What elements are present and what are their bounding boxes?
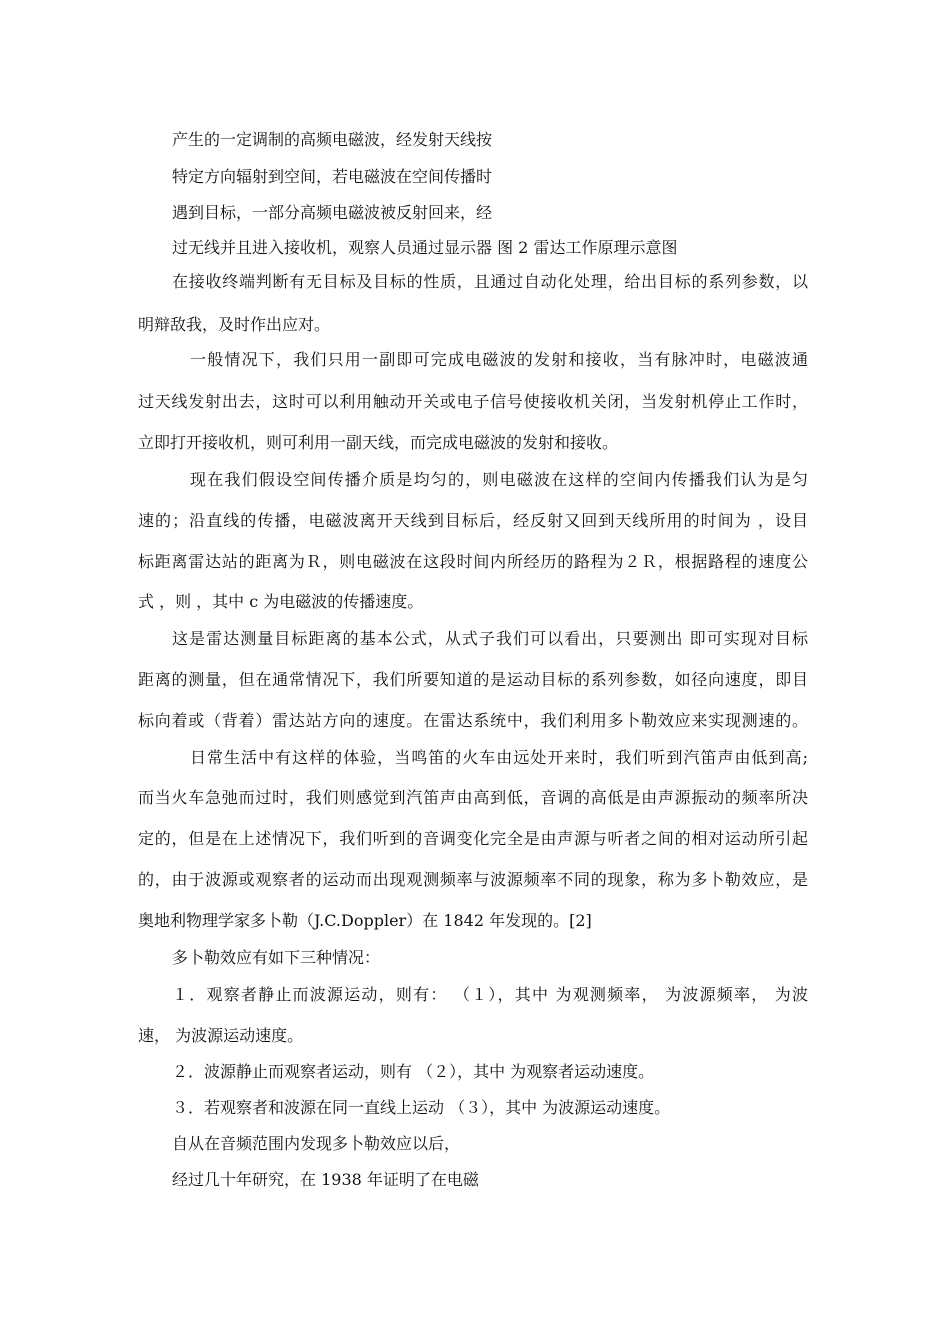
text-line: 这是雷达测量目标距离的基本公式，从式子我们可以看出，只要测出 即可实现对目标 (172, 629, 808, 648)
text-line: 速的；沿直线的传播，电磁波离开天线到目标后，经反射又回到天线所用的时间为 ，设目 (138, 511, 808, 530)
text-line: 经过几十年研究，在 1938 年证明了在电磁 (172, 1170, 479, 1189)
text-line: 而当火车急弛而过时，我们则感觉到汽笛声由高到低，音调的高低是由声源振动的频率所决 (138, 788, 808, 807)
text-line: 在接收终端判断有无目标及目标的性质，且通过自动化处理，给出目标的系列参数，以 (172, 272, 808, 291)
text-line: ２．波源静止而观察者运动，则有 （２），其中 为观察者运动速度。 (172, 1062, 655, 1081)
text-line: 速， 为波源运动速度。 (138, 1026, 304, 1045)
text-line: 距离的测量，但在通常情况下，我们所要知道的是运动目标的系列参数，如径向速度，即目 (138, 670, 808, 689)
figure-caption-line: 过无线并且进入接收机，观察人员通过显示器 图 2 雷达工作原理示意图 (172, 238, 678, 257)
text-line: 标距离雷达站的距离为Ｒ，则电磁波在这段时间内所经历的路程为２Ｒ，根据路程的速度公 (138, 552, 808, 571)
text-line: 标向着或（背着）雷达站方向的速度。在雷达系统中，我们利用多卜勒效应来实现测速的。 (138, 711, 808, 730)
text-line: 一般情况下，我们只用一副即可完成电磁波的发射和接收，当有脉冲时，电磁波通 (190, 350, 808, 369)
text-line: １．观察者静止而波源运动，则有： （１），其中 为观测频率， 为波源频率， 为波 (172, 985, 808, 1004)
text-line: 过天线发射出去，这时可以利用触动开关或电子信号使接收机关闭，当发射机停止工作时， (138, 392, 808, 411)
text-line: 奥地利物理学家多卜勒（J.C.Doppler）在 1842 年发现的。[2] (138, 911, 592, 930)
text-line: 日常生活中有这样的体验，当鸣笛的火车由远处开来时，我们听到汽笛声由低到高; (190, 748, 808, 767)
text-line: 现在我们假设空间传播介质是均匀的，则电磁波在这样的空间内传播我们认为是匀 (190, 470, 808, 489)
text-line: 产生的一定调制的高频电磁波，经发射天线按 (172, 130, 493, 149)
text-line: 遇到目标，一部分高频电磁波被反射回来，经 (172, 203, 493, 222)
text-line: 特定方向辐射到空间，若电磁波在空间传播时 (172, 167, 493, 186)
text-line: 定的，但是在上述情况下，我们听到的音调变化完全是由声源与听者之间的相对运动所引起 (138, 829, 808, 848)
text-line: 明辩敌我，及时作出应对。 (138, 315, 331, 334)
text-line: 式 ，则 ，其中 c 为电磁波的传播速度。 (138, 592, 424, 611)
text-line: 的，由于波源或观察者的运动而出现观测频率与波源频率不同的现象，称为多卜勒效应，是 (138, 870, 808, 889)
text-line: ３．若观察者和波源在同一直线上运动 （３），其中 为波源运动速度。 (172, 1098, 671, 1117)
text-line: 立即打开接收机，则可利用一副天线，而完成电磁波的发射和接收。 (138, 433, 619, 452)
text-line: 多卜勒效应有如下三种情况： (172, 948, 381, 967)
text-line: 自从在音频范围内发现多卜勒效应以后， (172, 1134, 461, 1153)
